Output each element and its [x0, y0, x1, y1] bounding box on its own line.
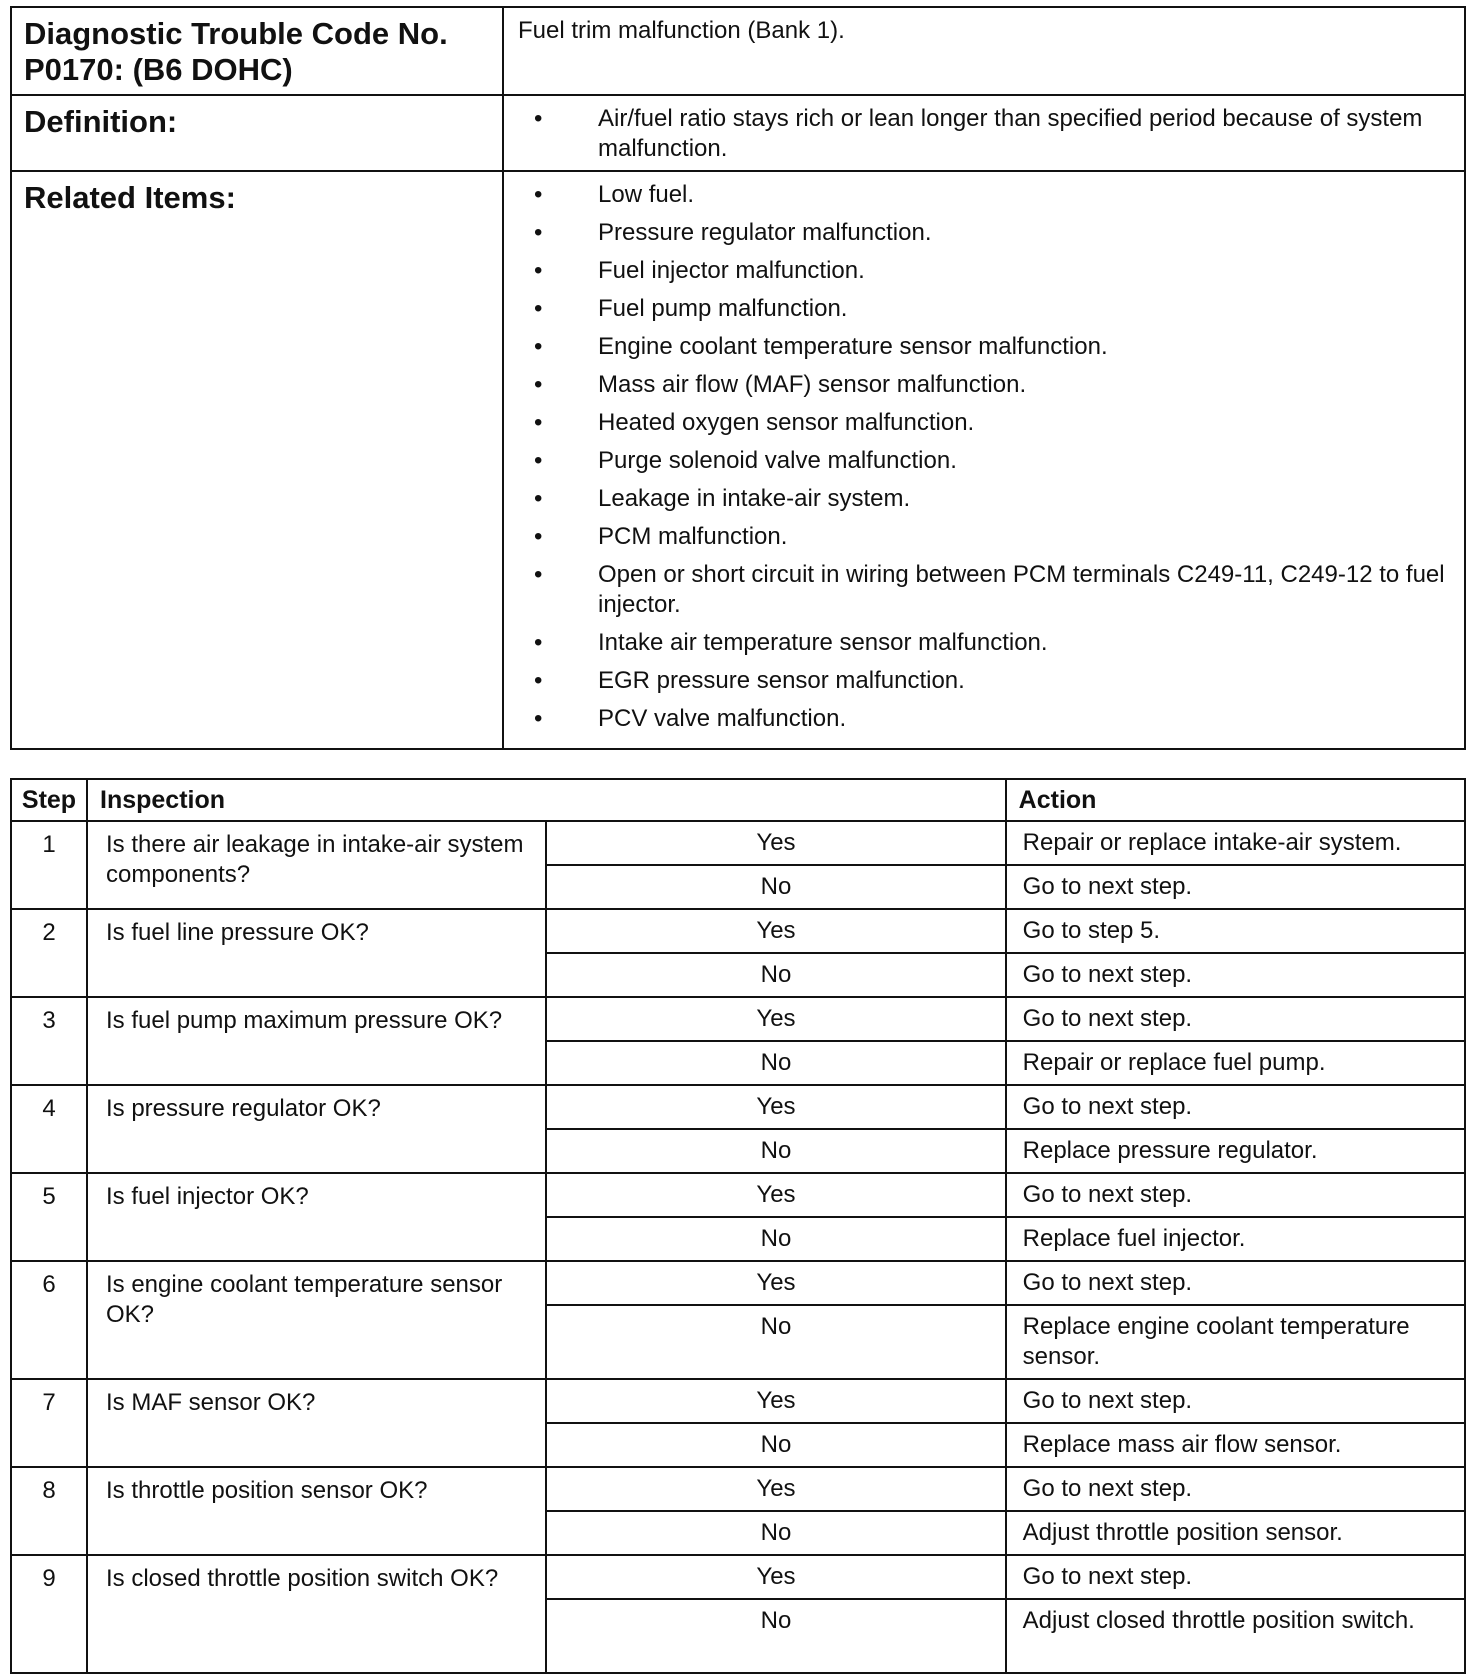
- yes-action: Go to next step.: [1006, 1173, 1465, 1217]
- no-label: No: [546, 1217, 1005, 1261]
- related-item: • Heated oxygen sensor malfunction.: [518, 408, 1452, 438]
- inspection-question: Is throttle position sensor OK?: [87, 1467, 546, 1555]
- inspection-question: Is fuel line pressure OK?: [87, 909, 546, 997]
- table-row: [11, 1379, 1465, 1423]
- step-number: 7: [11, 1379, 87, 1467]
- related-item: • PCM malfunction.: [518, 522, 1452, 552]
- dtc-row: [11, 7, 1465, 95]
- yes-label: Yes: [546, 1467, 1005, 1511]
- step-number: 5: [11, 1173, 87, 1261]
- yes-action: Go to next step.: [1006, 1555, 1465, 1599]
- step-number: 8: [11, 1467, 87, 1555]
- no-action: Replace engine coolant temperature sensor.: [1006, 1305, 1465, 1379]
- no-label: No: [546, 1511, 1005, 1555]
- related-item: • Leakage in intake-air system.: [518, 484, 1452, 514]
- step-number: 3: [11, 997, 87, 1085]
- inspection-question: Is closed throttle position switch OK?: [87, 1555, 546, 1673]
- table-row: [11, 1085, 1465, 1129]
- no-action: Replace mass air flow sensor.: [1006, 1423, 1465, 1467]
- no-label: No: [546, 953, 1005, 997]
- table-row: [11, 1173, 1465, 1217]
- no-action: Repair or replace fuel pump.: [1006, 1041, 1465, 1085]
- yes-label: Yes: [546, 1085, 1005, 1129]
- table-row: [11, 1555, 1465, 1599]
- no-action: Go to next step.: [1006, 865, 1465, 909]
- no-action: Go to next step.: [1006, 953, 1465, 997]
- related-item: • Engine coolant temperature sensor malfunction.: [518, 332, 1452, 362]
- inspection-column-header: Inspection: [87, 779, 1006, 821]
- related-item: • Fuel pump malfunction.: [518, 294, 1452, 324]
- yes-action: Go to next step.: [1006, 1467, 1465, 1511]
- definition-row: [11, 95, 1465, 171]
- no-label: No: [546, 865, 1005, 909]
- dtc-description: Fuel trim malfunction (Bank 1).: [503, 7, 1465, 95]
- no-label: No: [546, 1423, 1005, 1467]
- no-action: Replace fuel injector.: [1006, 1217, 1465, 1261]
- table-row: [11, 821, 1465, 865]
- inspection-steps-table: [10, 778, 1466, 1674]
- no-action: Adjust closed throttle position switch.: [1006, 1599, 1465, 1673]
- yes-action: Go to next step.: [1006, 1085, 1465, 1129]
- no-action: Adjust throttle position sensor.: [1006, 1511, 1465, 1555]
- table-header-row: [11, 779, 1465, 821]
- inspection-question: Is there air leakage in intake-air system components?: [87, 821, 546, 909]
- no-label: No: [546, 1041, 1005, 1085]
- related-item: • Purge solenoid valve malfunction.: [518, 446, 1452, 476]
- yes-action: Go to step 5.: [1006, 909, 1465, 953]
- step-number: 9: [11, 1555, 87, 1673]
- step-number: 4: [11, 1085, 87, 1173]
- no-label: No: [546, 1129, 1005, 1173]
- step-number: 1: [11, 821, 87, 909]
- yes-label: Yes: [546, 1261, 1005, 1305]
- dtc-info-table: [10, 6, 1466, 750]
- definition-label: Definition:: [11, 95, 503, 171]
- yes-label: Yes: [546, 1379, 1005, 1423]
- no-label: No: [546, 1599, 1005, 1673]
- inspection-question: Is fuel pump maximum pressure OK?: [87, 997, 546, 1085]
- table-row: [11, 1261, 1465, 1305]
- related-item: • Intake air temperature sensor malfunction.: [518, 628, 1452, 658]
- yes-label: Yes: [546, 821, 1005, 865]
- related-item: • Low fuel.: [518, 180, 1452, 210]
- yes-action: Go to next step.: [1006, 1379, 1465, 1423]
- related-item: • Open or short circuit in wiring between PCM terminals C249-11, C249-12 to fuel injector.: [518, 560, 1452, 620]
- inspection-question: Is pressure regulator OK?: [87, 1085, 546, 1173]
- no-label: No: [546, 1305, 1005, 1379]
- yes-label: Yes: [546, 997, 1005, 1041]
- inspection-question: Is fuel injector OK?: [87, 1173, 546, 1261]
- related-item: • Fuel injector malfunction.: [518, 256, 1452, 286]
- definition-list: [518, 104, 1452, 164]
- table-row: [11, 909, 1465, 953]
- action-column-header: Action: [1006, 779, 1465, 821]
- table-row: [11, 1467, 1465, 1511]
- related-item: • Pressure regulator malfunction.: [518, 218, 1452, 248]
- yes-label: Yes: [546, 909, 1005, 953]
- yes-label: Yes: [546, 1173, 1005, 1217]
- related-items-label: Related Items:: [11, 171, 503, 749]
- no-action: Replace pressure regulator.: [1006, 1129, 1465, 1173]
- step-column-header: Step: [11, 779, 87, 821]
- dtc-label: Diagnostic Trouble Code No. P0170: (B6 DOHC): [11, 7, 503, 95]
- related-items-row: [11, 171, 1465, 749]
- yes-action: Repair or replace intake-air system.: [1006, 821, 1465, 865]
- related-item: • PCV valve malfunction.: [518, 704, 1452, 734]
- step-number: 6: [11, 1261, 87, 1379]
- inspection-question: Is MAF sensor OK?: [87, 1379, 546, 1467]
- related-item: • EGR pressure sensor malfunction.: [518, 666, 1452, 696]
- related-item: • Mass air flow (MAF) sensor malfunction.: [518, 370, 1452, 400]
- definition-text: • Air/fuel ratio stays rich or lean longer than specified period because of system malfunction.: [518, 104, 1452, 164]
- yes-label: Yes: [546, 1555, 1005, 1599]
- steps-body: [11, 821, 1465, 1673]
- yes-action: Go to next step.: [1006, 1261, 1465, 1305]
- yes-action: Go to next step.: [1006, 997, 1465, 1041]
- related-items-list: [518, 180, 1452, 734]
- table-row: [11, 997, 1465, 1041]
- step-number: 2: [11, 909, 87, 997]
- inspection-question: Is engine coolant temperature sensor OK?: [87, 1261, 546, 1379]
